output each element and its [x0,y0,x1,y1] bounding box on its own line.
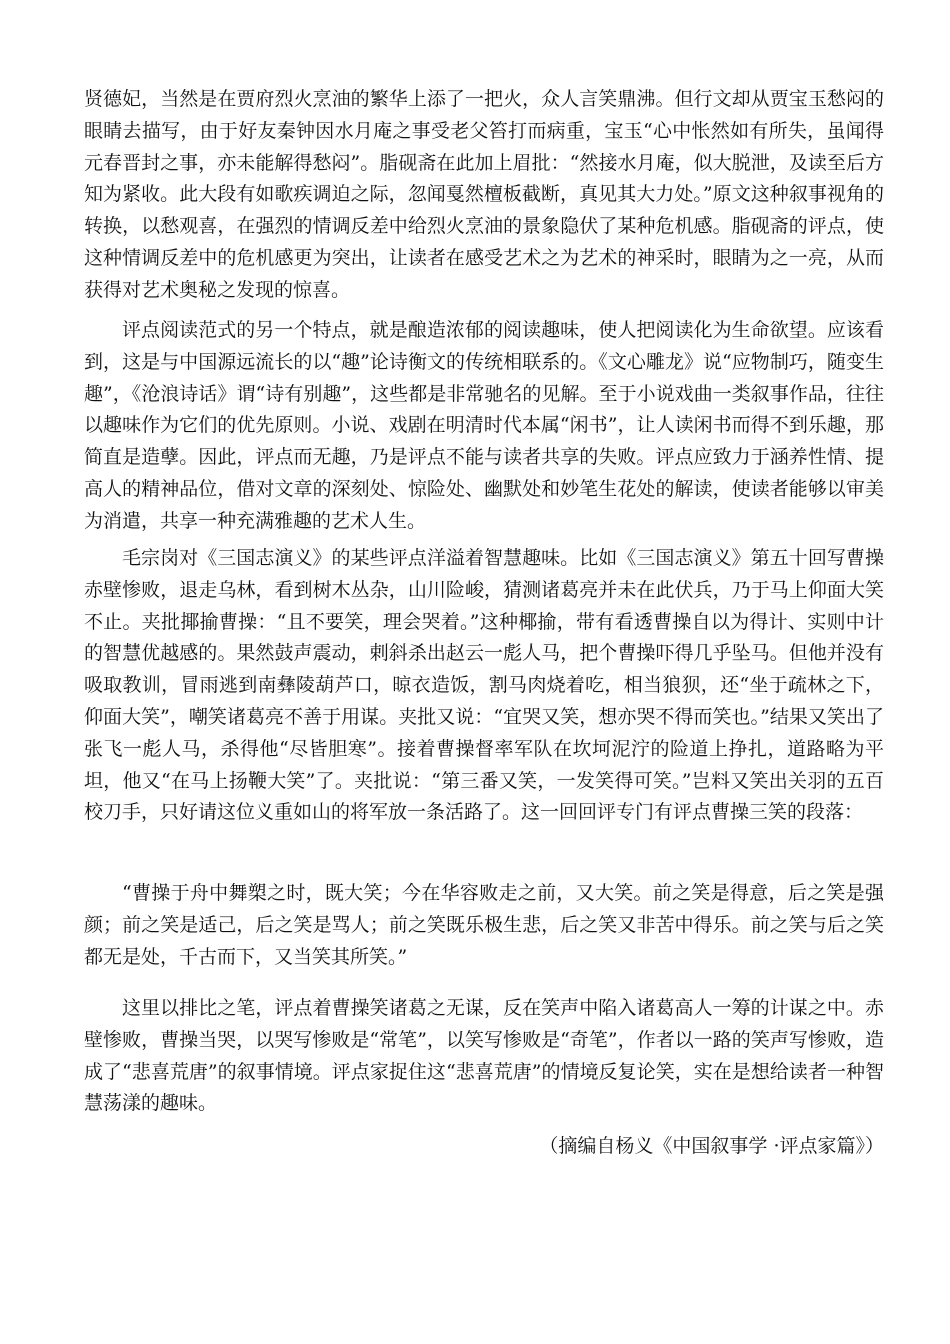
paragraph-5: 这里以排比之笔，评点着曹操笑诸葛之无谋，反在笑声中陷入诸葛高人一筹的计谋之中。赤壁惨败，曹操当哭，以哭写惨败是“常笔”，以笑写惨败是“奇笔”，作者以一路的笑声写惨败，造成了“悲喜荒唐”的叙事情境。评点家捉住这“悲喜荒唐”的情境反复论笑，实在是想给读者一种智慧荡漾的趣味。 [84,997,884,1115]
paragraph-2: 评点阅读范式的另一个特点，就是酿造浓郁的阅读趣味，使人把阅读化为生命欲望。应该看到，这是与中国源远流长的以“趣”论诗衡文的传统相联系的。《文心雕龙》说“应物制巧，随变生趣”，《沧浪诗话》谓“诗有别趣”，这些都是非常驰名的见解。至于小说戏曲一类叙事作品，往往以趣味作为它们的优先原则。小说、戏剧在明清时代本属“闲书”，让人读闲书而得不到乐趣，那简直是造孽。因此，评点而无趣，乃是评点不能与读者共享的失败。评点应致力于涵养性情、提高人的精神品位，借对文章的深刻处、惊险处、幽默处和妙笔生花处的解读，使读者能够以审美为消遣，共享一种充满雅趣的艺术人生。 [84,319,884,532]
source-citation: （摘编自杨义《中国叙事学 ·评点家篇》） [539,1135,884,1157]
paragraph-1: 贤德妃，当然是在贾府烈火烹油的繁华上添了一把火，众人言笑鼎沸。但行文却从贾宝玉愁闷的眼睛去描写，由于好友秦钟因水月庵之事受老父笞打而病重，宝玉“心中怅然如有所失，虽闻得元春晋封之事，亦未能解得愁闷”。脂砚斋在此加上眉批：“然接水月庵，似大脱泄，及读至后方知为紧收。此大段有如歌疾调迫之际，忽闻戛然檀板截断，真见其大力处。”原文这种叙事视角的转换，以愁观喜，在强烈的情调反差中给烈火烹油的景象隐伏了某种危机感。脂砚斋的评点，使这种情调反差中的危机感更为突出，让读者在感受艺术之为艺术的神采时，眼睛为之一亮，从而获得对艺术奥秘之发现的惊喜。 [84,88,884,301]
block-quote: “曹操于舟中舞槊之时，既大笑；今在华容败走之前，又大笑。前之笑是得意，后之笑是强颜；前之笑是适己，后之笑是骂人；前之笑既乐极生悲，后之笑又非苦中得乐。前之笑与后之笑都无是处，千古而下，又当笑其所笑。” [84,882,884,968]
paragraph-3: 毛宗岗对《三国志演义》的某些评点洋溢着智慧趣味。比如《三国志演义》第五十回写曹操赤壁惨败，退走乌林，看到树木丛杂，山川险峻，猜测诸葛亮并未在此伏兵，乃于马上仰面大笑不止。夹批揶揄曹操：“且不要笑，理会哭着。”这种椰揄，带有看透曹操自以为得计、实则中计的智慧优越感的。果然鼓声震动，剌斜杀出赵云一彪人马，把个曹操吓得几乎坠马。但他并没有吸取教训，冒雨逃到南彝陵葫芦口，晾衣造饭，割马肉烧着吃，相当狼狈，还“坐于疏林之下，仰面大笑”，嘲笑诸葛亮不善于用谋。夹批又说：“宜哭又笑，想亦哭不得而笑也。”结果又笑出了张飞一彪人马，杀得他“尽皆胆寒”。接着曹操督率军队在坎坷泥泞的险道上挣扎，道路略为平坦，他又“在马上扬鞭大笑”了。夹批说：“第三番又笑，一发笑得可笑。”岂料又笑出关羽的五百校刀手，只好请这位义重如山的将军放一条活路了。这一回回评专门有评点曹操三笑的段落： [84,547,884,824]
